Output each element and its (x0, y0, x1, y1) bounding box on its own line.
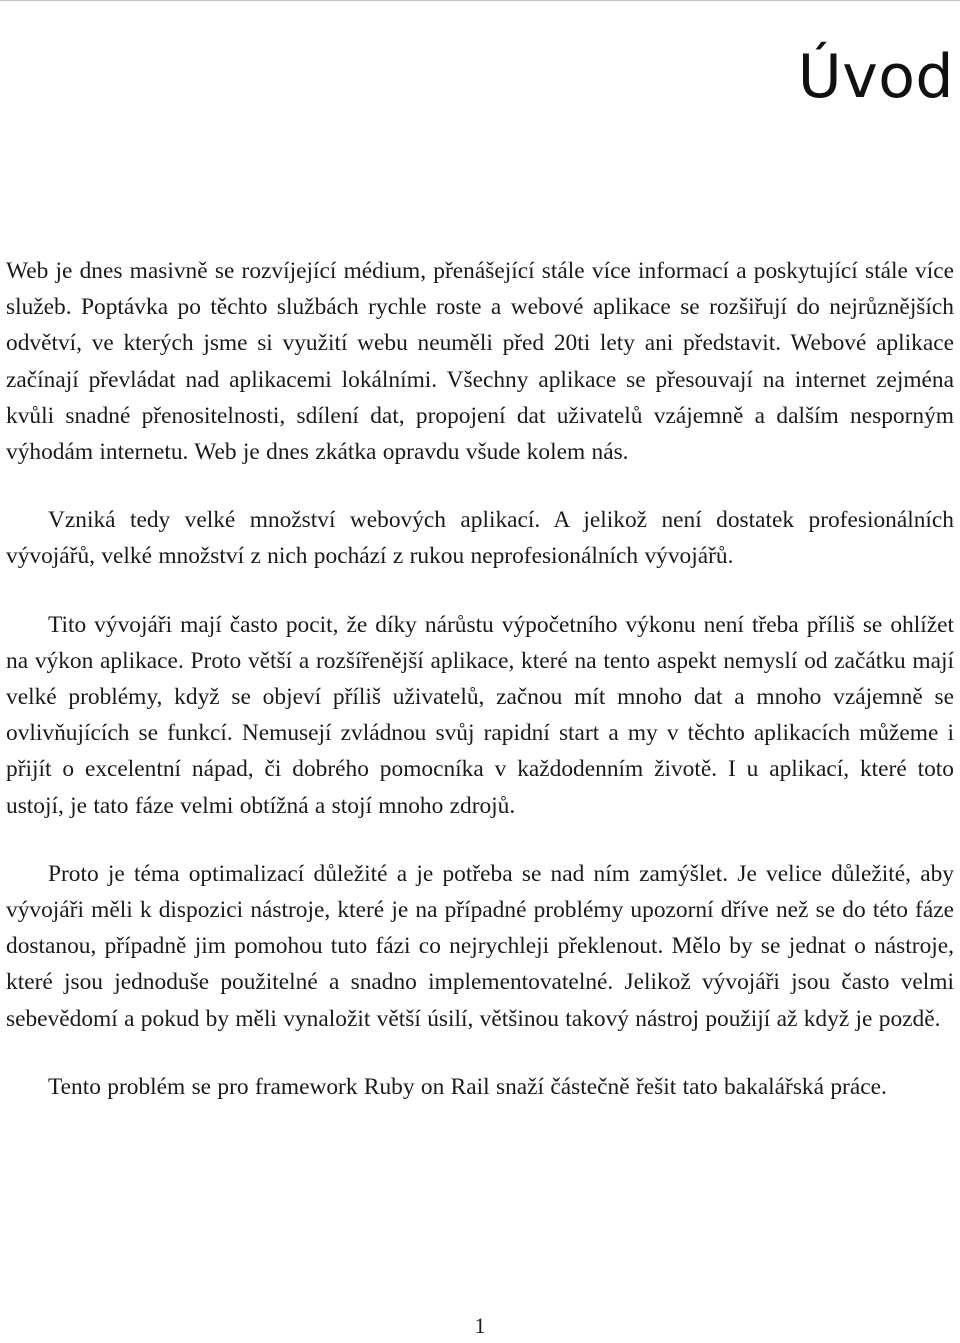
chapter-body (6, 253, 954, 1137)
paragraph-5: Tento problém se pro framework Ruby on Rail snaží částečně řešit tato bakalářská práce. (48, 1073, 887, 1100)
paragraph-1: Web je dnes masivně se rozvíjející médium, přenášející stále více informací a poskytující stále více služeb. Poptávka po těchto službách rychle roste a webové aplikace se rozšiřují do nejrůznějších odvětví, ve kterých jsme si využití webu neuměli před 20ti lety ani představit. Webové aplikace začínají převládat nad aplikacemi lokálními. Všechny aplikace se přesouvají na internet zejména kvůli snadné přenositelnosti, sdílení dat, propojení dat uživatelů vzájemně a dalším nesporným výhodám internetu. Web je dnes zkátka opravdu všude kolem nás. (6, 258, 954, 466)
chapter-title: Úvod (797, 42, 954, 112)
paragraph-3: Tito vývojáři mají často pocit, že díky nárůstu výpočetního výkonu není třeba příliš se ohlížet na výkon aplikace. Proto větší a rozšířenější aplikace, které na tento aspekt nemyslí od začátku mají velké problémy, když se objeví příliš uživatelů, začnou mít mnoho dat a mnoho vzájemně se ovlivňujících se funkcí. Nemusejí zvládnou svůj rapidní start a my v těchto aplikacích můžeme i přijít o excelentní nápad, či dobrého pomocníka v každodenním životě. I u aplikací, které toto ustojí, je tato fáze velmi obtížná a stojí mnoho zdrojů. (6, 611, 954, 819)
paragraph-4: Proto je téma optimalizací důležité a je potřeba se nad ním zamýšlet. Je velice důležité, aby vývojáři měli k dispozici nástroje, které je na případné problémy upozorní dříve než se do této fáze dostanou, případně jim pomohou tuto fázi co nejrychleji překlenout. Mělo by se jednat o nástroje, které jsou jednoduše použitelné a snadno implementovatelné. Jelikož vývojáři jsou často velmi sebevědomí a pokud by měli vynaložit větší úsilí, většinou takový nástroj použijí až když je pozdě. (6, 860, 954, 1032)
paragraph-2: Vzniká tedy velké množství webových aplikací. A jelikož není dostatek profesionálních vývojářů, velké množství z nich pochází z rukou neprofesionálních vývojářů. (6, 507, 954, 570)
top-rule (0, 0, 960, 1)
page-number: 1 (474, 1313, 486, 1338)
